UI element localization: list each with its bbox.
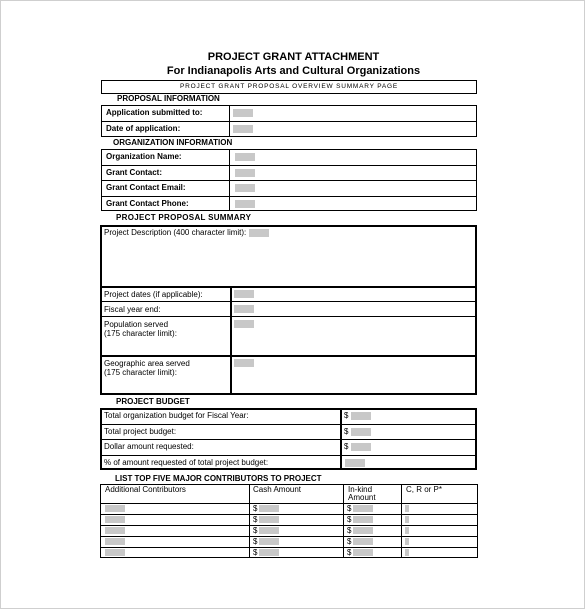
dollar-sign: $ (253, 548, 258, 557)
application-submitted-label: Application submitted to: (106, 108, 203, 117)
contributor-name-field[interactable] (105, 516, 125, 523)
col-additional-contributors: Additional Contributors (105, 485, 186, 494)
contributors-heading: LIST TOP FIVE MAJOR CONTRIBUTORS TO PROJECT (115, 474, 322, 483)
inkind-amount-field[interactable] (353, 505, 373, 512)
geographic-limit-label: (175 character limit): (104, 368, 177, 377)
col-inkind-line2: Amount (348, 493, 376, 502)
dollar-sign: $ (253, 515, 258, 524)
contributor-name-field[interactable] (105, 505, 125, 512)
crp-field[interactable] (405, 538, 409, 545)
dollar-sign: $ (347, 548, 352, 557)
inkind-amount-field[interactable] (353, 516, 373, 523)
contributor-name-field[interactable] (105, 549, 125, 556)
crp-field[interactable] (405, 527, 409, 534)
contributor-name-field[interactable] (105, 527, 125, 534)
total-org-budget-field[interactable] (351, 412, 371, 420)
application-submitted-field[interactable] (233, 109, 253, 117)
fiscal-year-end-label: Fiscal year end: (104, 305, 161, 314)
project-description-label: Project Description (400 character limit): (104, 228, 247, 237)
total-project-budget-field[interactable] (351, 428, 371, 436)
document-subtitle: For Indianapolis Arts and Cultural Organizations (166, 65, 421, 77)
contributor-name-field[interactable] (105, 538, 125, 545)
dollar-sign: $ (344, 427, 349, 436)
grant-contact-email-field[interactable] (235, 184, 255, 192)
fiscal-year-end-field[interactable] (234, 305, 254, 313)
percent-requested-field[interactable] (345, 459, 365, 467)
dollar-requested-label: Dollar amount requested: (104, 442, 194, 451)
population-served-field[interactable] (234, 320, 254, 328)
dollar-sign: $ (347, 526, 352, 535)
summary-banner (101, 80, 477, 94)
inkind-amount-field[interactable] (353, 549, 373, 556)
dollar-sign: $ (253, 526, 258, 535)
project-dates-label: Project dates (if applicable): (104, 290, 203, 299)
dollar-sign: $ (347, 515, 352, 524)
geographic-area-label: Geographic area served (104, 359, 190, 368)
org-info-heading: ORGANIZATION INFORMATION (113, 138, 233, 147)
dollar-sign: $ (347, 504, 352, 513)
dollar-sign: $ (253, 504, 258, 513)
project-dates-field[interactable] (234, 290, 254, 298)
percent-requested-label: % of amount requested of total project budget: (104, 458, 269, 467)
organization-name-field[interactable] (235, 153, 255, 161)
date-of-application-field[interactable] (233, 125, 253, 133)
grant-contact-label: Grant Contact: (106, 168, 162, 177)
grant-contact-phone-field[interactable] (235, 200, 255, 208)
dollar-sign: $ (344, 411, 349, 420)
inkind-amount-field[interactable] (353, 527, 373, 534)
col-inkind-line1: In-kind (348, 485, 373, 494)
dollar-requested-field[interactable] (351, 443, 371, 451)
banner-text: PROJECT GRANT PROPOSAL OVERVIEW SUMMARY PAGE (179, 83, 399, 90)
project-budget-heading: PROJECT BUDGET (116, 397, 190, 406)
grant-contact-email-label: Grant Contact Email: (106, 183, 186, 192)
organization-name-label: Organization Name: (106, 152, 182, 161)
proposal-info-heading: PROPOSAL INFORMATION (117, 94, 220, 103)
dollar-sign: $ (344, 442, 349, 451)
col-crp: C, R or P* (406, 485, 443, 494)
total-project-budget-label: Total project budget: (104, 427, 177, 436)
inkind-amount-field[interactable] (353, 538, 373, 545)
cash-amount-field[interactable] (259, 527, 279, 534)
population-limit-label: (175 character limit): (104, 329, 177, 338)
document-title: PROJECT GRANT ATTACHMENT (207, 51, 380, 63)
dollar-sign: $ (253, 537, 258, 546)
crp-field[interactable] (405, 516, 409, 523)
cash-amount-field[interactable] (259, 505, 279, 512)
population-served-label: Population served (104, 320, 169, 329)
geographic-area-field[interactable] (234, 359, 254, 367)
grant-contact-phone-label: Grant Contact Phone: (106, 199, 189, 208)
crp-field[interactable] (405, 549, 409, 556)
project-description-field[interactable] (249, 229, 269, 237)
cash-amount-field[interactable] (259, 538, 279, 545)
col-cash-amount: Cash Amount (253, 485, 302, 494)
project-summary-heading: PROJECT PROPOSAL SUMMARY (116, 213, 252, 222)
cash-amount-field[interactable] (259, 549, 279, 556)
crp-field[interactable] (405, 505, 409, 512)
grant-contact-field[interactable] (235, 169, 255, 177)
cash-amount-field[interactable] (259, 516, 279, 523)
total-org-budget-label: Total organization budget for Fiscal Year: (104, 411, 249, 420)
dollar-sign: $ (347, 537, 352, 546)
date-of-application-label: Date of application: (106, 124, 181, 133)
